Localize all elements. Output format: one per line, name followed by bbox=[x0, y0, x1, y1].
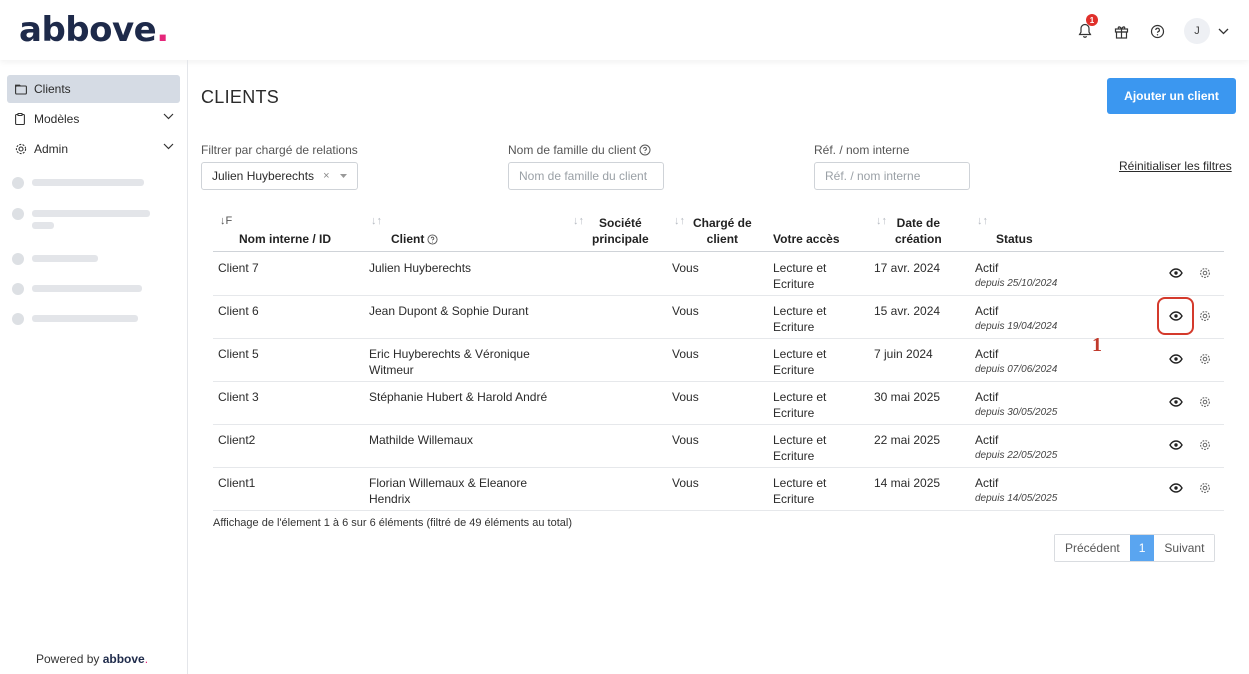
cell-access: Lecture et Ecriture bbox=[773, 261, 827, 291]
settings-gear-icon[interactable] bbox=[1197, 265, 1213, 281]
cell-internal-id: Client1 bbox=[218, 476, 256, 490]
cell-created: 17 avr. 2024 bbox=[874, 261, 941, 275]
cell-internal-id: Client 6 bbox=[218, 304, 259, 318]
cell-access: Lecture et Ecriture bbox=[773, 476, 827, 506]
col-internal-id[interactable]: Nom interne / ID bbox=[239, 232, 332, 246]
table-row[interactable] bbox=[213, 296, 1224, 339]
help-icon[interactable] bbox=[1148, 22, 1166, 40]
cell-client: Eric Huyberechts & Véronique Witmeur bbox=[369, 347, 530, 377]
ref-filter-input[interactable] bbox=[814, 162, 970, 190]
sort-desc-icon[interactable]: ↓F bbox=[220, 215, 233, 227]
cell-internal-id: Client 5 bbox=[218, 347, 259, 361]
chevron-down-icon[interactable] bbox=[163, 143, 174, 150]
settings-gear-icon[interactable] bbox=[1197, 480, 1213, 496]
cell-created: 22 mai 2025 bbox=[874, 433, 941, 447]
sidebar-subitem-blurred[interactable] bbox=[12, 281, 142, 295]
status-text: Actif bbox=[975, 433, 999, 447]
cell-internal-id: Client 3 bbox=[218, 390, 259, 404]
view-eye-icon[interactable] bbox=[1168, 480, 1184, 496]
settings-gear-icon[interactable] bbox=[1197, 351, 1213, 367]
header-actions bbox=[1076, 16, 1229, 46]
cell-created: 7 juin 2024 bbox=[874, 347, 933, 361]
view-eye-icon[interactable] bbox=[1168, 394, 1184, 410]
view-eye-icon[interactable] bbox=[1168, 265, 1184, 281]
annotation-highlight-box bbox=[1157, 297, 1194, 335]
status-text: Actif bbox=[975, 347, 999, 361]
status-since: depuis 22/05/2025 bbox=[975, 450, 1058, 461]
manager-filter-select[interactable] bbox=[201, 162, 358, 190]
status-text: Actif bbox=[975, 476, 999, 490]
col-status[interactable]: Status bbox=[996, 232, 1033, 246]
manager-filter-value: Julien Huyberechts bbox=[212, 169, 315, 183]
gear-icon bbox=[15, 143, 27, 155]
table-header bbox=[213, 210, 1224, 252]
settings-gear-icon[interactable] bbox=[1197, 394, 1213, 410]
pagination-next[interactable]: Suivant bbox=[1154, 535, 1214, 561]
cell-internal-id: Client 7 bbox=[218, 261, 259, 275]
sort-icon[interactable]: ↓↑ bbox=[674, 215, 685, 227]
status-text: Actif bbox=[975, 390, 999, 404]
cell-access: Lecture et Ecriture bbox=[773, 347, 827, 377]
help-icon[interactable] bbox=[427, 234, 438, 245]
view-eye-icon[interactable] bbox=[1168, 437, 1184, 453]
sidebar-subitem-blurred[interactable] bbox=[12, 206, 150, 229]
cell-status bbox=[975, 260, 1057, 292]
cell-status bbox=[975, 475, 1057, 507]
sidebar-item-clients[interactable] bbox=[7, 75, 180, 103]
abbove-logo[interactable]: abbove. bbox=[19, 10, 169, 50]
cell-manager: Vous bbox=[672, 304, 699, 318]
add-client-button[interactable]: Ajouter un client bbox=[1107, 78, 1236, 114]
cell-status bbox=[975, 389, 1057, 421]
sort-icon[interactable]: ↓↑ bbox=[371, 215, 382, 227]
col-manager[interactable]: Chargé de client bbox=[693, 216, 752, 246]
status-text: Actif bbox=[975, 304, 999, 318]
manager-filter-label: Filtrer par chargé de relations bbox=[201, 143, 358, 157]
table-row[interactable] bbox=[213, 468, 1224, 511]
help-icon[interactable] bbox=[639, 144, 651, 156]
pagination-previous[interactable]: Précédent bbox=[1055, 535, 1130, 561]
cell-manager: Vous bbox=[672, 476, 699, 490]
cell-client: Florian Willemaux & Eleanore Hendrix bbox=[369, 476, 528, 506]
folder-icon bbox=[15, 83, 27, 95]
sidebar-item-label: Admin bbox=[34, 142, 69, 156]
table-row[interactable] bbox=[213, 339, 1224, 382]
sidebar-item-modeles[interactable] bbox=[7, 105, 180, 133]
top-header bbox=[0, 0, 1249, 60]
clear-icon[interactable]: × bbox=[323, 170, 330, 182]
settings-gear-icon[interactable] bbox=[1197, 437, 1213, 453]
clipboard-icon bbox=[15, 113, 27, 125]
cell-access: Lecture et Ecriture bbox=[773, 433, 827, 463]
table-info: Affichage de l'élement 1 à 6 sur 6 éléments (filtré de 49 éléments au total) bbox=[213, 517, 572, 529]
table-row[interactable] bbox=[213, 253, 1224, 296]
status-since: depuis 25/10/2024 bbox=[975, 278, 1058, 289]
table-row[interactable] bbox=[213, 382, 1224, 425]
status-text: Actif bbox=[975, 261, 999, 275]
cell-created: 30 mai 2025 bbox=[874, 390, 941, 404]
cell-manager: Vous bbox=[672, 390, 699, 404]
col-access: Votre accès bbox=[773, 232, 840, 246]
avatar[interactable]: J bbox=[1184, 18, 1210, 44]
cell-manager: Vous bbox=[672, 433, 699, 447]
cell-access: Lecture et Ecriture bbox=[773, 304, 827, 334]
cell-access: Lecture et Ecriture bbox=[773, 390, 827, 420]
cell-status bbox=[975, 303, 1057, 335]
cell-internal-id: Client2 bbox=[218, 433, 256, 447]
cell-created: 14 mai 2025 bbox=[874, 476, 941, 490]
cell-manager: Vous bbox=[672, 261, 699, 275]
settings-gear-icon[interactable] bbox=[1197, 308, 1213, 324]
col-company[interactable]: Société principale bbox=[592, 216, 649, 246]
notification-badge: 1 bbox=[1086, 14, 1098, 26]
pagination bbox=[1054, 534, 1215, 562]
status-since: depuis 14/05/2025 bbox=[975, 493, 1058, 504]
sidebar-subitem-blurred[interactable] bbox=[12, 251, 98, 265]
sidebar bbox=[0, 60, 188, 674]
user-menu[interactable] bbox=[1184, 18, 1229, 44]
sidebar-subitem-blurred[interactable] bbox=[12, 311, 138, 325]
chevron-down-icon[interactable] bbox=[163, 113, 174, 120]
status-since: depuis 30/05/2025 bbox=[975, 407, 1058, 418]
cell-client: Julien Huyberechts bbox=[369, 261, 472, 275]
notification-bell-icon[interactable] bbox=[1076, 15, 1095, 40]
lastname-filter-input[interactable] bbox=[508, 162, 664, 190]
view-eye-icon[interactable] bbox=[1168, 351, 1184, 367]
sidebar-subitem-blurred[interactable] bbox=[12, 175, 144, 189]
annotation-marker: 1 bbox=[1092, 334, 1102, 356]
cell-manager: Vous bbox=[672, 347, 699, 361]
sort-icon[interactable]: ↓↑ bbox=[876, 215, 887, 227]
cell-status bbox=[975, 432, 1057, 464]
lastname-filter-label: Nom de famille du client bbox=[508, 143, 651, 157]
reset-filters-link[interactable]: Réinitialiser les filtres bbox=[1119, 159, 1232, 173]
caret-down-icon[interactable] bbox=[340, 174, 347, 178]
sidebar-item-label: Clients bbox=[34, 82, 71, 96]
status-since: depuis 07/06/2024 bbox=[975, 364, 1058, 375]
col-client[interactable]: Client bbox=[391, 231, 438, 247]
powered-by: Powered by abbove. bbox=[36, 652, 149, 666]
ref-filter-label: Réf. / nom interne bbox=[814, 143, 910, 157]
gift-icon[interactable] bbox=[1112, 22, 1130, 40]
chevron-down-icon[interactable] bbox=[1218, 28, 1229, 35]
sidebar-item-label: Modèles bbox=[34, 112, 80, 126]
cell-status bbox=[975, 346, 1057, 378]
pagination-page-current[interactable]: 1 bbox=[1130, 535, 1155, 561]
table-row[interactable] bbox=[213, 425, 1224, 468]
status-since: depuis 19/04/2024 bbox=[975, 321, 1058, 332]
sidebar-item-admin[interactable] bbox=[7, 135, 180, 163]
sort-icon[interactable]: ↓↑ bbox=[573, 215, 584, 227]
sort-icon[interactable]: ↓↑ bbox=[977, 215, 988, 227]
cell-client: Stéphanie Hubert & Harold André bbox=[369, 390, 548, 404]
cell-client: Jean Dupont & Sophie Durant bbox=[369, 304, 529, 318]
cell-created: 15 avr. 2024 bbox=[874, 304, 941, 318]
page-title: CLIENTS bbox=[201, 87, 280, 107]
cell-client: Mathilde Willemaux bbox=[369, 433, 474, 447]
col-created[interactable]: Date de création bbox=[895, 216, 942, 246]
